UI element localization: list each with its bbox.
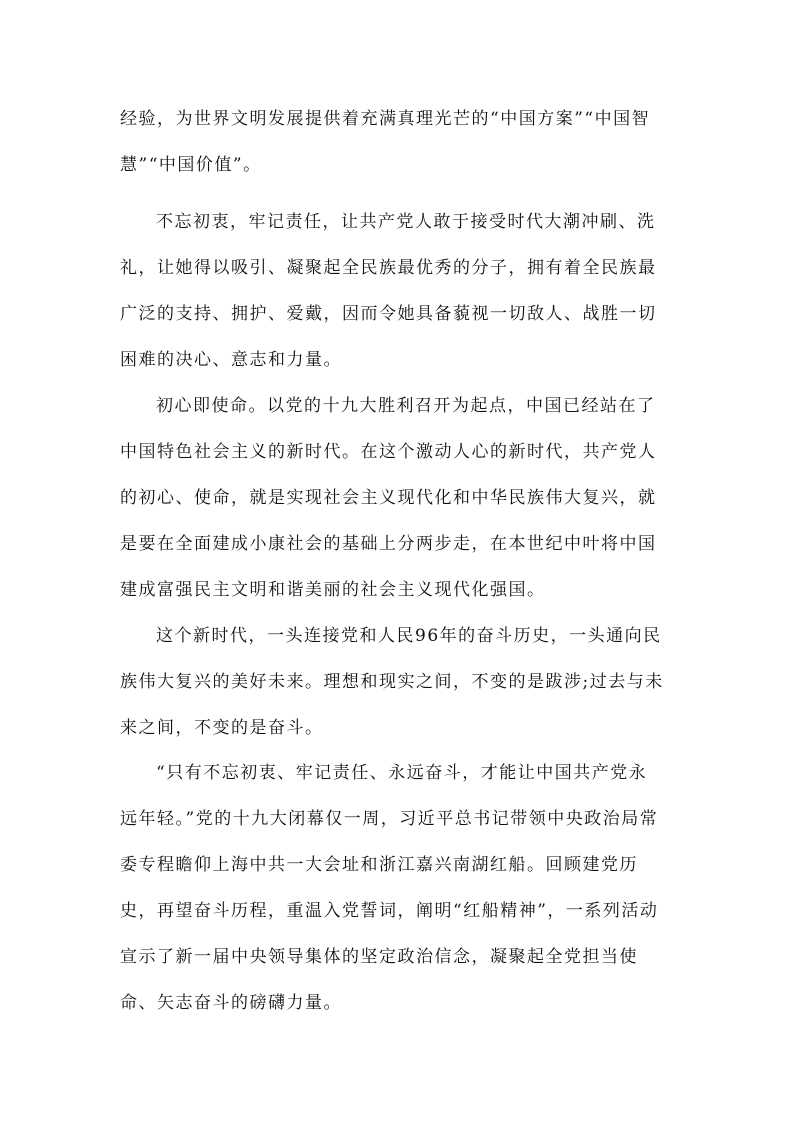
- text-line: 建成富强民主文明和谐美丽的社会主义现代化强国。: [120, 580, 546, 600]
- text-line: 史，再望奋斗历程，重温入党誓词，阐明“红船精神”，一系列活动: [120, 901, 659, 921]
- text-line: 不忘初衷，牢记责任，让共产党人敢于接受时代大潮冲刷、洗: [156, 212, 656, 232]
- text-line: “只有不忘初衷、牢记责任、永远奋斗，才能让中国共产党永: [156, 763, 648, 783]
- text-line: 广泛的支持、拥护、爱戴，因而令她具备藐视一切敌人、战胜一切: [120, 304, 657, 324]
- text-line: 宣示了新一届中央领导集体的坚定政治信念，凝聚起全党担当使: [120, 947, 638, 967]
- text-line: 经验，为世界文明发展提供着充满真理光芒的“中国方案”“中国智: [120, 109, 651, 129]
- paragraph-3: [120, 383, 680, 613]
- text-line: 礼，让她得以吸引、凝聚起全民族最优秀的分子，拥有着全民族最: [120, 258, 657, 278]
- text-line: 族伟大复兴的美好未来。理想和现实之间，不变的是跋涉;过去与未: [120, 672, 664, 692]
- paragraph-5: [120, 750, 680, 1026]
- paragraph-4: [120, 613, 680, 751]
- paragraph-1: [120, 96, 680, 188]
- text-line: 委专程瞻仰上海中共一大会址和浙江嘉兴南湖红船。回顾建党历: [120, 855, 638, 875]
- text-line: 命、矢志奋斗的磅礴力量。: [120, 993, 342, 1013]
- text-line: 远年轻。”党的十九大闭幕仅一周，习近平总书记带领中央政治局常: [120, 809, 659, 829]
- text-line: 初心即使命。以党的十九大胜利召开为起点，中国已经站在了: [156, 396, 656, 416]
- text-line: 慧”“中国价值”。: [120, 155, 262, 175]
- text-line: 困难的决心、意志和力量。: [120, 350, 342, 370]
- text-line: 来之间，不变的是奋斗。: [120, 718, 324, 738]
- text-line: 这个新时代，一头连接党和人民96年的奋斗历史，一头通向民: [156, 626, 662, 646]
- text-line: 中国特色社会主义的新时代。在这个激动人心的新时代，共产党人: [120, 442, 657, 462]
- text-line: 是要在全面建成小康社会的基础上分两步走，在本世纪中叶将中国: [120, 534, 657, 554]
- paragraph-2: [120, 199, 680, 383]
- text-line: 的初心、使命，就是实现社会主义现代化和中华民族伟大复兴，就: [120, 488, 657, 508]
